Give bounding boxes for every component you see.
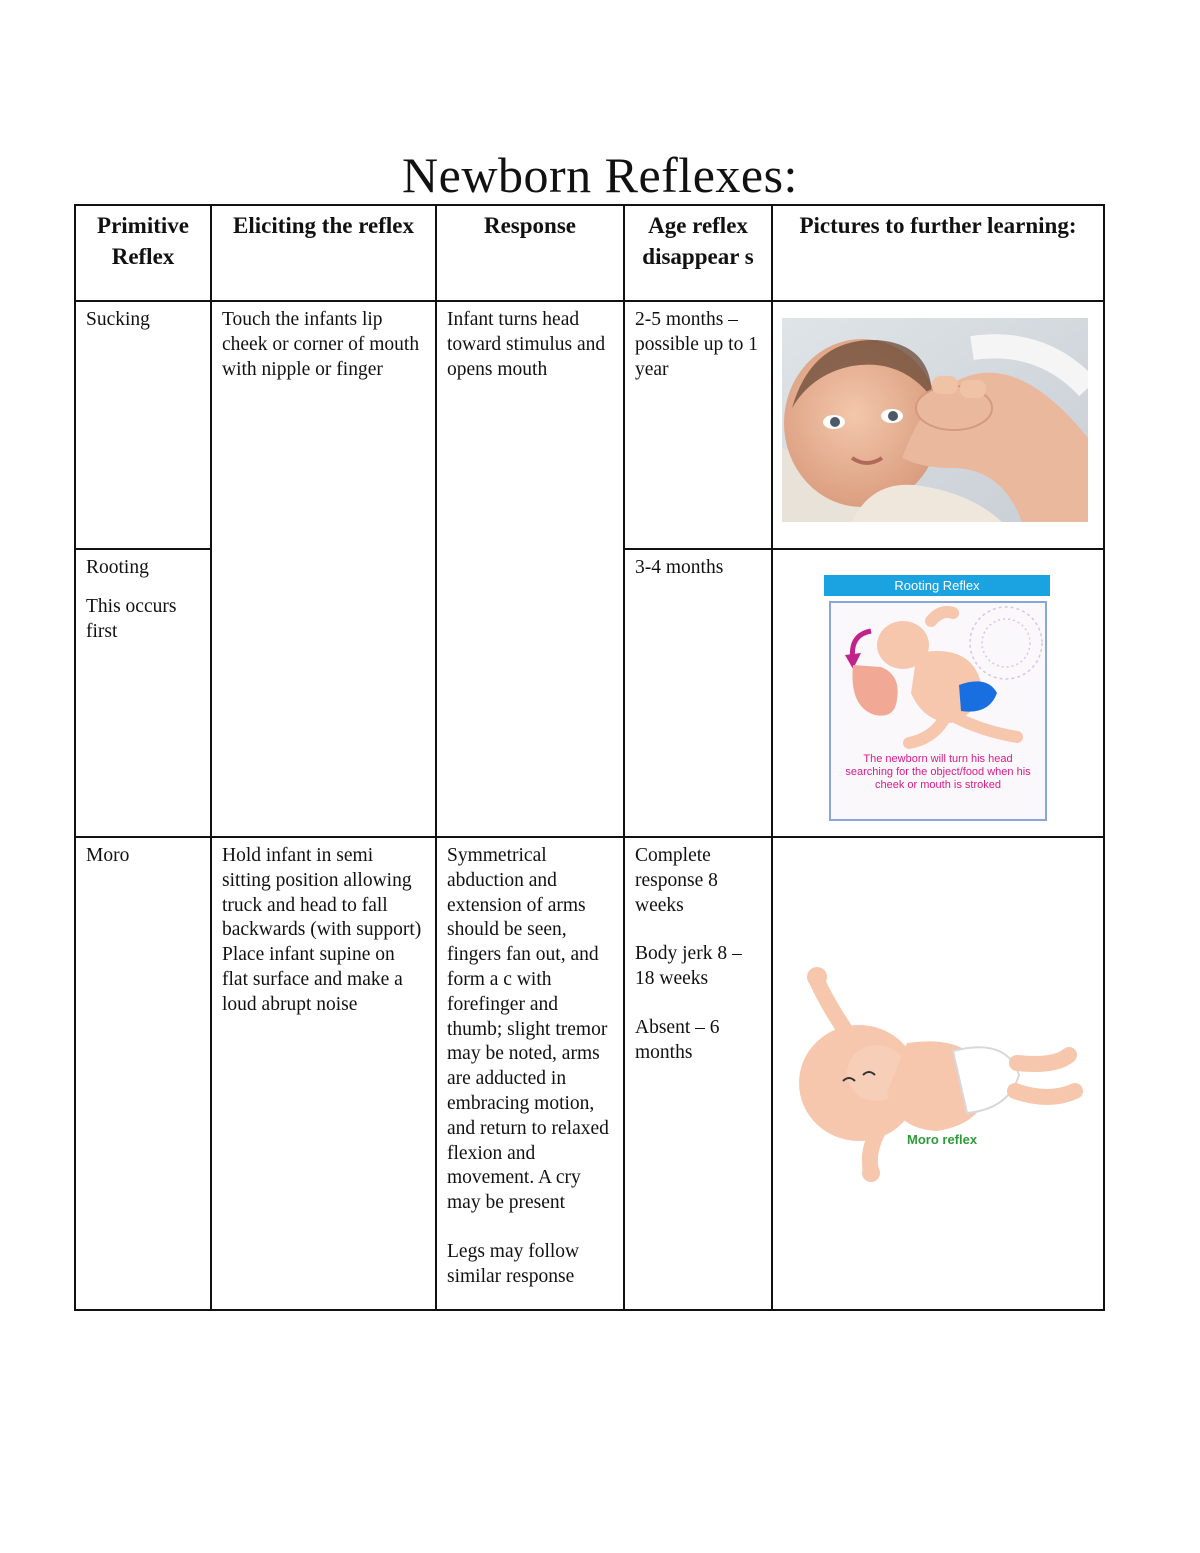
table-row-sucking — [75, 301, 1104, 549]
rooting-image-caption: The newborn will turn his head searching for the object/food when his cheek or mouth is stroked — [845, 753, 1031, 791]
rooting-age-cell — [624, 549, 772, 837]
moro-eliciting-cell — [211, 837, 436, 1310]
shared-eliciting-text: Touch the infants lip cheek or corner of mouth with nipple or finger — [222, 309, 420, 380]
header-row — [75, 205, 1104, 301]
moro-age-complete: Complete response 8 weeks — [635, 845, 718, 916]
moro-response-cell — [436, 837, 624, 1310]
rooting-image-frame — [829, 601, 1047, 821]
moro-age-body-jerk: Body jerk 8 – 18 weeks — [635, 943, 742, 990]
shared-response-text: Infant turns head toward stimulus and opens mouth — [447, 309, 606, 380]
reflex-table — [74, 204, 1105, 1311]
sucking-reflex-name: Sucking — [86, 309, 150, 330]
header-response: Response — [436, 205, 624, 301]
moro-age-absent: Absent – 6 months — [635, 1016, 720, 1063]
sucking-age-cell — [624, 301, 772, 549]
moro-picture-cell — [772, 837, 1104, 1310]
rooting-reflex-image — [824, 575, 1050, 819]
rooting-reflex-cell — [75, 549, 211, 837]
table-row-moro — [75, 837, 1104, 1310]
moro-response-text: Symmetrical abduction and extension of arms should be seen, fingers fan out, and form a c with forefinger and thumb; slight tremor may be noted, arms are adducted in embracing motion, and return to relaxed flexion and movement. A cry may be present — [447, 845, 609, 1214]
page-title: Newborn Reflexes: — [402, 147, 798, 203]
shared-response-cell — [436, 301, 624, 837]
rooting-picture-cell — [772, 549, 1104, 837]
header-pictures: Pictures to further learning: — [772, 205, 1104, 301]
moro-age-cell — [624, 837, 772, 1310]
header-age: Age reflex disappear s — [624, 205, 772, 301]
sucking-reflex-cell — [75, 301, 211, 549]
sucking-picture-cell — [772, 301, 1104, 549]
sucking-age-text: 2-5 months – possible up to 1 year — [635, 309, 758, 380]
rooting-reflex-name: Rooting — [86, 557, 149, 578]
moro-reflex-name: Moro — [86, 845, 130, 866]
moro-response-legs: Legs may follow similar response — [447, 1240, 580, 1287]
moro-eliciting-text: Hold infant in semi sitting position allowing truck and head to fall backwards (with support) Place infant supine on flat surface and make a loud abrupt noise — [222, 845, 422, 1015]
rooting-baby-illustration — [831, 603, 1045, 753]
moro-reflex-cell — [75, 837, 211, 1310]
rooting-age-text: 3-4 months — [635, 557, 724, 578]
shared-eliciting-cell — [211, 301, 436, 837]
header-eliciting: Eliciting the reflex — [211, 205, 436, 301]
rooting-note: This occurs first — [86, 595, 177, 642]
moro-baby-illustration — [787, 963, 1087, 1183]
moro-image-caption: Moro reflex — [907, 1132, 978, 1147]
header-primitive-reflex: Primitive Reflex — [75, 205, 211, 301]
sucking-baby-photo — [782, 318, 1088, 522]
rooting-image-title: Rooting Reflex — [824, 575, 1050, 596]
